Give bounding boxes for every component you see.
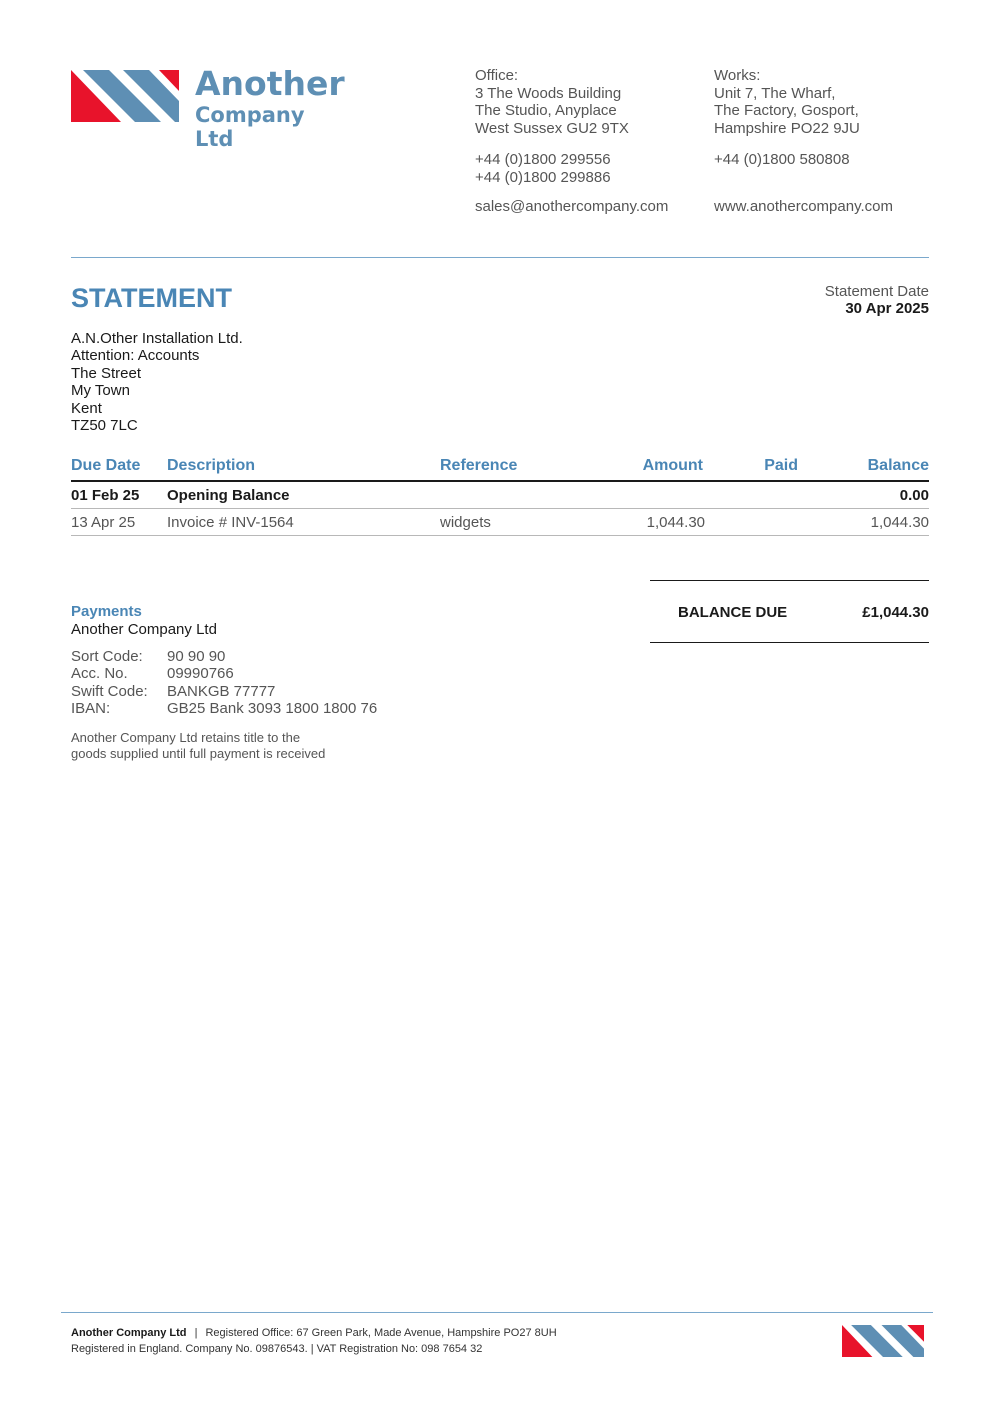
row-due-date: 13 Apr 25 [71,514,136,531]
title-retention-note-line-2: goods supplied until full payment is received [71,745,326,761]
header-divider [71,257,929,258]
office-address-line-3: West Sussex GU2 9TX [475,119,629,137]
recipient-line-2: Attention: Accounts [71,347,200,365]
statement-date-label: Statement Date [824,283,929,300]
footer-registered-office: Registered Office: 67 Green Park, Made Avenue, Hampshire PO27 8UH [205,1327,557,1339]
recipient-line-1: A.N.Other Installation Ltd. [71,330,243,347]
balance-due-value: £1,044.30 [862,604,929,621]
office-label: Office: [475,67,519,84]
bank-detail-row [71,683,491,700]
row-reference: widgets [440,514,491,531]
works-block [714,67,893,216]
bank-detail-value: 09990766 [167,665,234,683]
footer-text [71,1326,557,1357]
recipient-line-4: My Town [71,382,130,400]
balance-due-label: BALANCE DUE [678,604,788,621]
col-header-reference: Reference [440,457,518,474]
bank-details [71,648,491,718]
bank-detail-label: Acc. No. [71,665,128,683]
statement-date-value: 30 Apr 2025 [845,300,929,317]
col-header-paid: Paid [764,457,798,474]
office-block [475,67,668,216]
col-header-due-date: Due Date [71,457,141,474]
bank-detail-row [71,700,491,717]
row-description: Invoice # INV-1564 [167,514,294,531]
office-address-line-2: The Studio, Anyplace [475,102,617,119]
row-divider [71,535,929,536]
footer-line-1 [71,1326,557,1342]
bank-detail-row [71,648,491,665]
company-logo [71,64,347,151]
footer-logo-icon [842,1325,924,1357]
office-email-link[interactable]: sales@anothercompany.com [475,198,669,215]
footer-divider [61,1312,933,1313]
works-phone: +44 (0)1800 580808 [714,151,850,168]
office-phone-1: +44 (0)1800 299556 [475,151,611,168]
table-header-rule [71,480,929,482]
bank-detail-value: BANKGB 77777 [167,682,276,700]
col-header-amount: Amount [642,457,703,474]
row-description: Opening Balance [167,487,290,504]
logo-word-1: Another [195,64,345,103]
balance-bottom-rule [650,642,929,643]
row-balance: 1,044.30 [870,514,929,531]
col-header-description: Description [167,457,256,474]
footer-company: Another Company Ltd [71,1327,187,1339]
payments-section [71,603,491,762]
office-phone-2: +44 (0)1800 299886 [475,168,611,186]
payments-company: Another Company Ltd [71,621,217,638]
title-retention-note-line-1: Another Company Ltd retains title to the [71,729,301,745]
bank-detail-label: Swift Code: [71,682,148,700]
works-address-line-3: Hampshire PO22 9JU [714,119,860,137]
works-address-line-1: Unit 7, The Wharf, [714,84,836,102]
logo-word-2: Company Ltd [195,103,305,151]
statement-title: STATEMENT [71,283,232,313]
bank-detail-label: Sort Code: [71,648,143,665]
logo-stripes-icon [71,70,179,122]
payments-title: Payments [71,603,142,620]
website-link[interactable]: www.anothercompany.com [714,198,893,215]
office-address-line-1: 3 The Woods Building [475,84,622,102]
works-label: Works: [714,67,761,84]
row-due-date: 01 Feb 25 [71,487,140,504]
bank-detail-label: IBAN: [71,700,111,718]
recipient-line-5: Kent [71,399,102,417]
recipient-line-6: TZ50 7LC [71,417,138,435]
bank-detail-row [71,665,491,682]
bank-detail-value: GB25 Bank 3093 1800 1800 76 [167,700,378,718]
bank-detail-value: 90 90 90 [167,648,226,665]
works-address-line-2: The Factory, Gosport, [714,102,859,119]
row-divider [71,508,929,509]
footer-line-2: Registered in England. Company No. 09876543. | VAT Registration No: 098 7654 32 [71,1342,483,1355]
row-balance: 0.00 [899,487,929,504]
recipient-line-3: The Street [71,364,142,382]
balance-top-rule [650,580,929,581]
col-header-balance: Balance [867,457,929,474]
footer-separator: | [194,1327,198,1339]
recipient-address [71,330,243,434]
row-amount: 1,044.30 [646,514,705,531]
